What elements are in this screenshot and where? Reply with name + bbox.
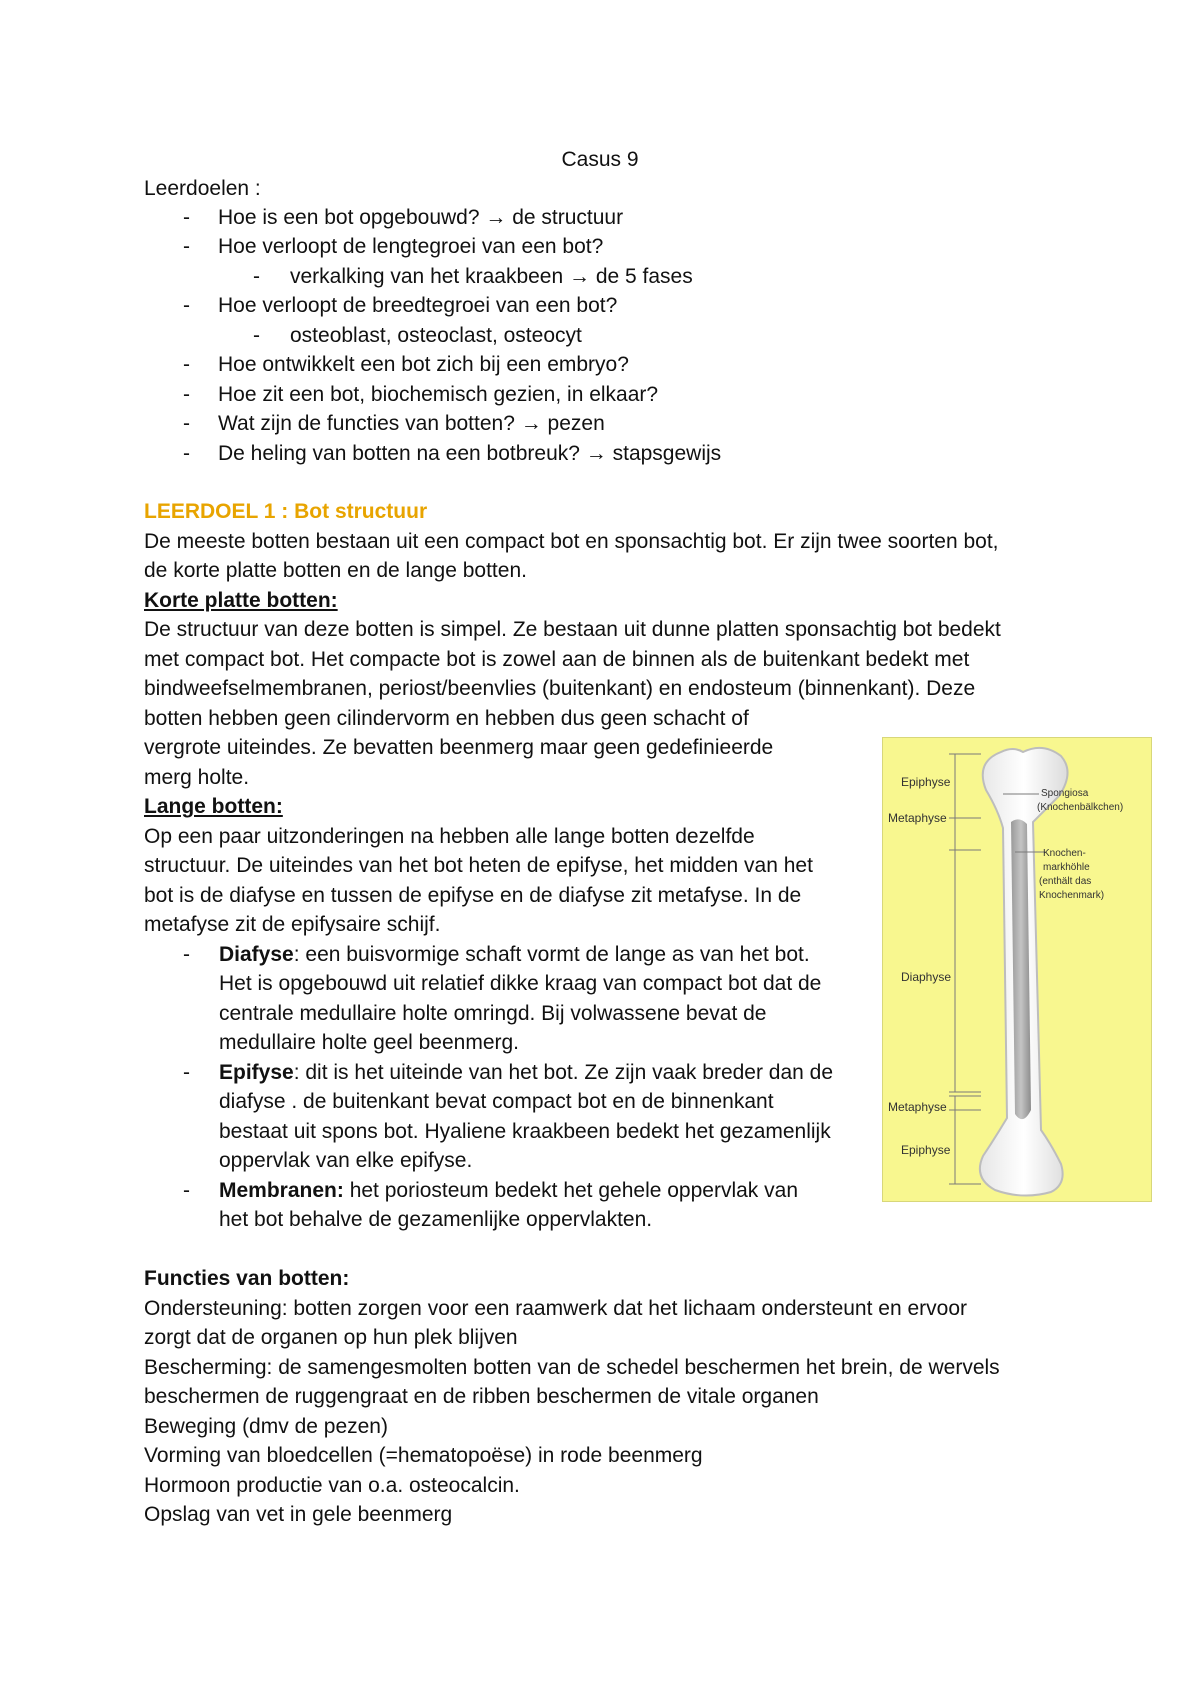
bullet-text: bestaat uit spons bot. Hyaliene kraakbeen bedekt het gezamenlijk xyxy=(219,1120,831,1143)
bullet-text: Membranen: het poriosteum bedekt het gehele oppervlak van xyxy=(219,1179,798,1202)
label-epiphyse-bottom: Epiphyse xyxy=(901,1143,951,1157)
bullet-epifyse: - xyxy=(183,1061,190,1084)
label-markhoehle: Knochen- xyxy=(1043,848,1086,859)
bullet-text: oppervlak van elke epifyse. xyxy=(219,1149,473,1172)
paragraph-line: zorgt dat de organen op hun plek blijven xyxy=(144,1326,518,1349)
bullet-text: het bot behalve de gezamenlijke oppervlakten. xyxy=(219,1208,653,1231)
bullet-membranen: - xyxy=(183,1179,190,1202)
list-item: - Hoe verloopt de lengtegroei van een bot? xyxy=(183,235,604,258)
sub-list-item: - osteoblast, osteoclast, osteocyt xyxy=(253,324,582,347)
bullet-diafyse: - xyxy=(183,943,190,966)
paragraph-line: Ondersteuning: botten zorgen voor een raamwerk dat het lichaam ondersteunt en ervoor xyxy=(144,1297,967,1320)
paragraph-line: vergrote uiteindes. Ze bevatten beenmerg maar geen gedefinieerde xyxy=(144,736,774,759)
label-markhoehle: (enthält das xyxy=(1039,876,1092,887)
label-diaphyse: Diaphyse xyxy=(901,970,952,984)
bullet-text: Het is opgebouwd uit relatief dikke kraag van compact bot dat de xyxy=(219,972,822,995)
leerdoelen-heading: Leerdoelen : xyxy=(144,177,261,200)
paragraph-line: Beweging (dmv de pezen) xyxy=(144,1415,388,1438)
subheading-lange: Lange botten: xyxy=(144,795,283,818)
label-markhoehle: Knochenmark) xyxy=(1039,890,1105,901)
page-title: Casus 9 xyxy=(561,148,639,171)
paragraph-line: met compact bot. Het compacte bot is zowel aan de binnen als de buitenkant bedekt met xyxy=(144,648,970,671)
bullet-text: centrale medullaire holte omringd. Bij volwassene bevat de xyxy=(219,1002,767,1025)
list-item: - Wat zijn de functies van botten? → pezen xyxy=(183,412,605,435)
paragraph-line: Opslag van vet in gele beenmerg xyxy=(144,1503,453,1526)
paragraph-line: beschermen de ruggengraat en de ribben beschermen de vitale organen xyxy=(144,1385,819,1408)
label-spongiosa: Spongiosa xyxy=(1041,788,1089,799)
paragraph-line: de korte platte botten en de lange botten. xyxy=(144,559,527,582)
bone-diagram xyxy=(882,737,1152,1202)
label-epiphyse-top: Epiphyse xyxy=(901,775,951,789)
paragraph-line: Vorming van bloedcellen (=hematopoëse) in rode beenmerg xyxy=(144,1444,703,1467)
label-metaphyse-top: Metaphyse xyxy=(888,811,947,825)
functies-heading: Functies van botten: xyxy=(144,1267,350,1290)
label-markhoehle: markhöhle xyxy=(1043,862,1090,873)
paragraph-line: Hormoon productie van o.a. osteocalcin. xyxy=(144,1474,520,1497)
section-heading: LEERDOEL 1 : Bot structuur xyxy=(144,500,428,523)
list-item: - Hoe ontwikkelt een bot zich bij een embryo? xyxy=(183,353,629,376)
sub-list-item: - verkalking van het kraakbeen → de 5 fases xyxy=(253,265,693,288)
bullet-text: Epifyse: dit is het uiteinde van het bot. Ze zijn vaak breder dan de xyxy=(219,1061,834,1084)
paragraph-line: De structuur van deze botten is simpel. Ze bestaan uit dunne platten sponsachtig bot bedekt xyxy=(144,618,1001,641)
label-metaphyse-bottom: Metaphyse xyxy=(888,1100,947,1114)
paragraph-line: metafyse zit de epifysaire schijf. xyxy=(144,913,441,936)
paragraph-line: Op een paar uitzonderingen na hebben alle lange botten dezelfde xyxy=(144,825,755,848)
paragraph-line: bindweefselmembranen, periost/beenvlies (buitenkant) en endosteum (binnenkant). Deze xyxy=(144,677,976,700)
list-item: - De heling van botten na een botbreuk? → stapsgewijs xyxy=(183,442,722,465)
paragraph-line: structuur. De uiteindes van het bot heten de epifyse, het midden van het xyxy=(144,854,813,877)
paragraph-line: botten hebben geen cilindervorm en hebben dus geen schacht of xyxy=(144,707,749,730)
list-item: - Hoe verloopt de breedtegroei van een bot? xyxy=(183,294,618,317)
paragraph-line: De meeste botten bestaan uit een compact bot en sponsachtig bot. Er zijn twee soorten bot, xyxy=(144,530,999,553)
bullet-text: diafyse . de buitenkant bevat compact bot en de binnenkant xyxy=(219,1090,774,1113)
subheading-korte: Korte platte botten: xyxy=(144,589,338,612)
paragraph-line: Bescherming: de samengesmolten botten van de schedel beschermen het brein, de wervels xyxy=(144,1356,1000,1379)
paragraph-line: merg holte. xyxy=(144,766,250,789)
label-spongiosa-detail: (Knochenbälkchen) xyxy=(1037,802,1124,813)
list-item: - Hoe is een bot opgebouwd? → de structuur xyxy=(183,206,624,229)
bullet-text: medullaire holte geel beenmerg. xyxy=(219,1031,520,1054)
list-item: - Hoe zit een bot, biochemisch gezien, in elkaar? xyxy=(183,383,659,406)
paragraph-line: bot is de diafyse en tussen de epifyse en de diafyse zit metafyse. In de xyxy=(144,884,802,907)
bullet-text: Diafyse: een buisvormige schaft vormt de lange as van het bot. xyxy=(219,943,810,966)
